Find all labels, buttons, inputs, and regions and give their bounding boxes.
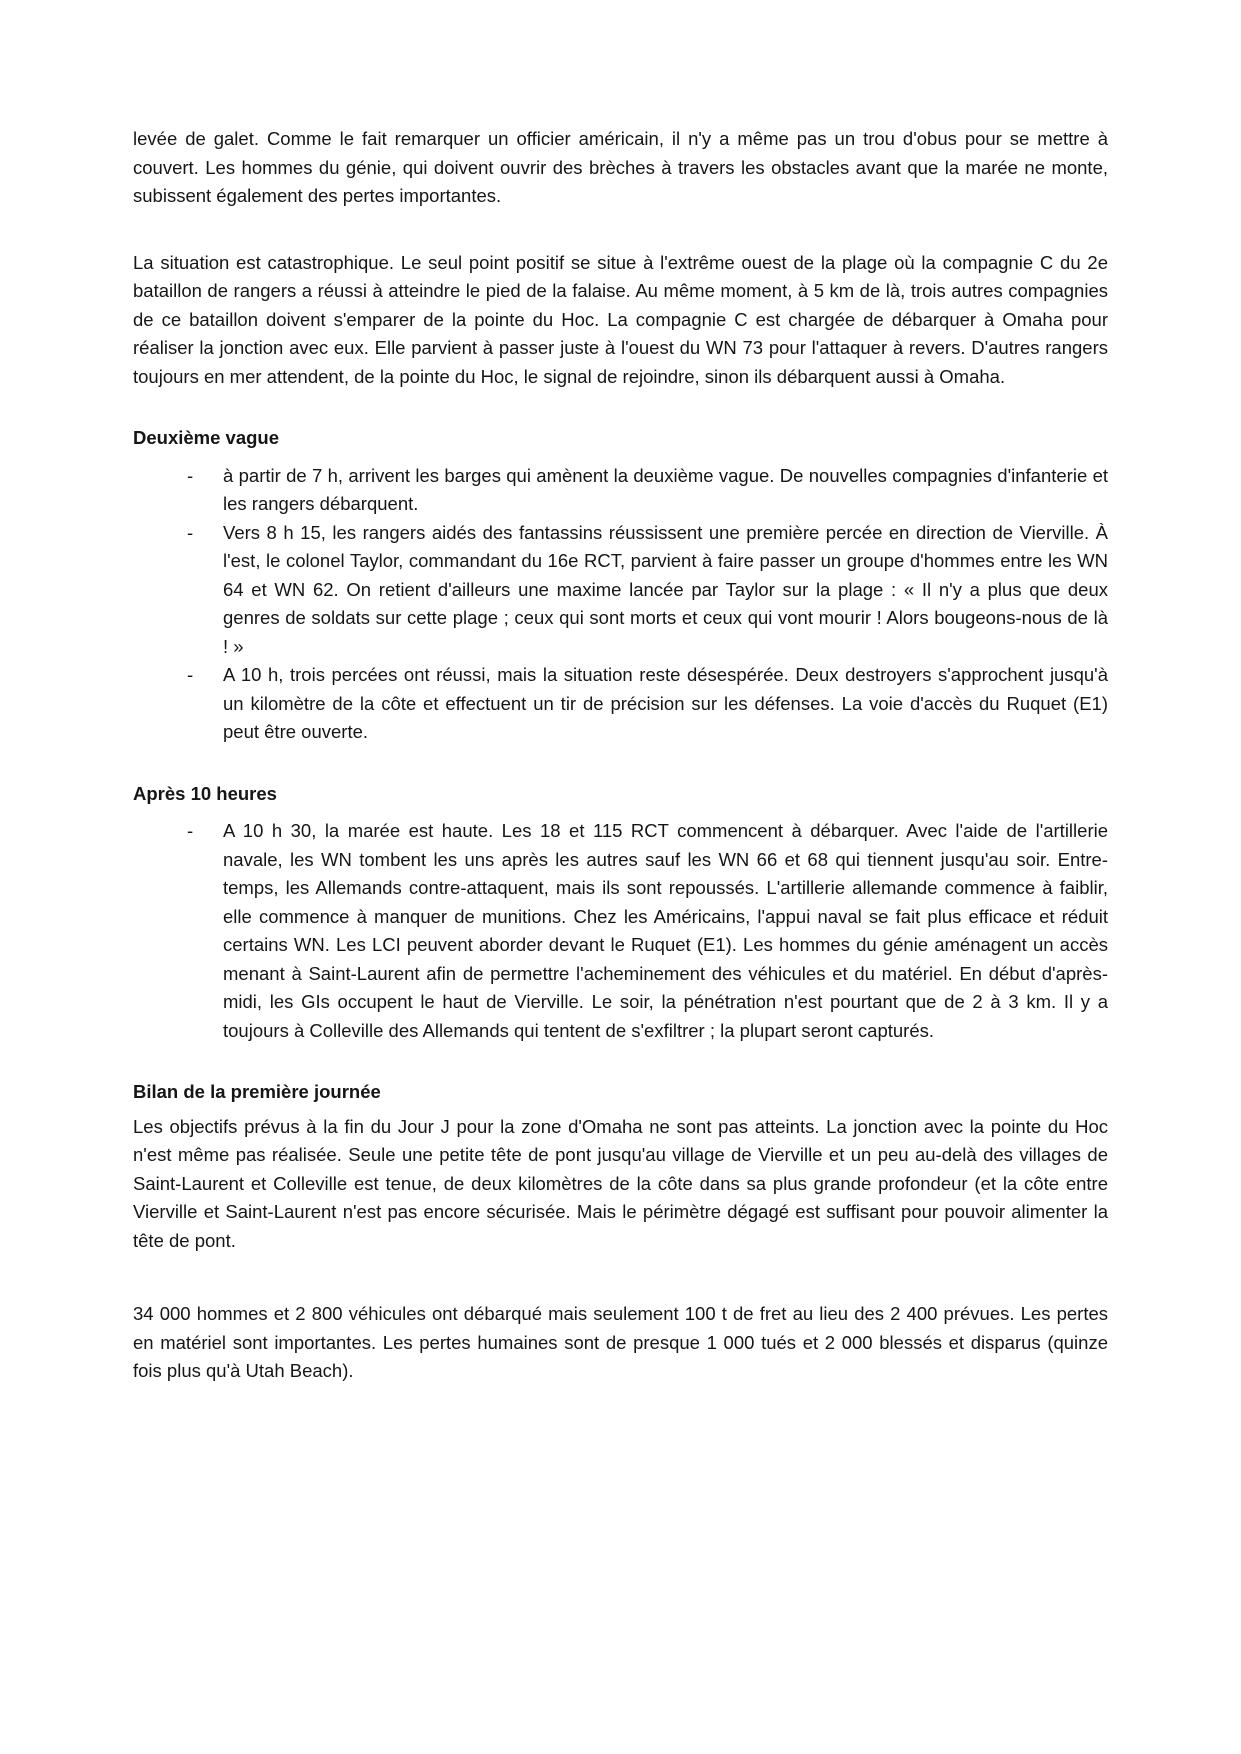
list-item [133,661,1108,747]
paragraph-intro-2: La situation est catastrophique. Le seul point positif se situe à l'extrême ouest de la plage où la compagnie C du 2e bataillon de rangers a réussi à atteindre le pied de la falaise. Au même moment, à 5 km de là, trois autres compagnies de ce bataillon doivent s'emparer de la pointe du Hoc. La compagnie C est chargée de débarquer à Omaha pour réaliser la jonction avec eux. Elle parvient à passer juste à l'ouest du WN 73 pour l'attaquer à revers. D'autres rangers toujours en mer attendent, de la pointe du Hoc, le signal de rejoindre, sinon ils débarquent aussi à Omaha. [133,251,1108,387]
list-item [133,519,1108,662]
bullet-text: Vers 8 h 15, les rangers aidés des fantassins réussissent une première percée en direction de Vierville. À l'est, le colonel Taylor, commandant du 16e RCT, parvient à faire passer un groupe d'hommes entre les WN 64 et WN 62. On retient d'ailleurs une maxime lancée par Taylor sur la plage : « Il n'y a plus que deux genres de soldats sur cette plage ; ceux qui sont morts et ceux qui vont mourir ! Alors bougeons-nous de là ! » [223,521,1108,657]
section-heading-apres-10-heures: Après 10 heures [133,782,277,804]
paragraph-bilan-1: Les objectifs prévus à la fin du Jour J pour la zone d'Omaha ne sont pas atteints. La jonction avec la pointe du Hoc n'est même pas réalisée. Seule une petite tête de pont jusqu'au village de Vierville et un peu au-delà des villages de Saint-Laurent et Colleville est tenue, de deux kilomètres de la côte dans sa plus grande profondeur (et la côte entre Vierville et Saint-Laurent n'est pas encore sécurisée. Mais le périmètre dégagé est suffisant pour pouvoir alimenter la tête de pont. [133,1115,1108,1251]
bullet-dash: - [187,664,194,685]
bullet-dash: - [187,521,194,543]
bullet-list-deuxieme-vague [133,462,1108,747]
bullet-text: à partir de 7 h, arrivent les barges qui amènent la deuxième vague. De nouvelles compagnies d'infanterie et les rangers débarquent. [223,464,1108,514]
bullet-dash: - [187,820,194,841]
bullet-text: A 10 h, trois percées ont réussi, mais la situation reste désespérée. Deux destroyers s'approchent jusqu'à un kilomètre de la côte et effectuent un tir de précision sur les défenses. La voie d'accès du Ruquet (E1) peut être ouverte. [223,664,1108,742]
paragraph-bilan-2: 34 000 hommes et 2 800 véhicules ont débarqué mais seulement 100 t de fret au lieu des 2 400 prévues. Les pertes en matériel sont importantes. Les pertes humaines sont de presque 1 000 tués et 2 000 blessés et disparus (quinze fois plus qu'à Utah Beach). [133,1303,1108,1381]
list-item [133,462,1108,519]
bullet-list-apres-10-heures [133,817,1108,1045]
paragraph-intro-1: levée de galet. Comme le fait remarquer un officier américain, il n'y a même pas un trou d'obus pour se mettre à couvert. Les hommes du génie, qui doivent ouvrir des brèches à travers les obstacles avant que la marée ne monte, subissent également des pertes importantes. [133,128,1108,206]
list-item [133,817,1108,1045]
bullet-dash: - [187,464,194,486]
section-heading-bilan: Bilan de la première journée [133,1081,381,1102]
bullet-text: A 10 h 30, la marée est haute. Les 18 et 115 RCT commencent à débarquer. Avec l'aide de l'artillerie navale, les WN tombent les uns après les autres sauf les WN 66 et 68 qui tiennent jusqu'au soir. Entre-temps, les Allemands contre-attaquent, mais ils sont repoussés. L'artillerie allemande commence à faiblir, elle commence à manquer de munitions. Chez les Américains, l'appui naval se fait plus efficace et réduit certains WN. Les LCI peuvent aborder devant le Ruquet (E1). Les hommes du génie aménagent un accès menant à Saint-Laurent afin de permettre l'acheminement des véhicules et du matériel. En début d'après-midi, les GIs occupent le haut de Vierville. Le soir, la pénétration n'est pourtant que de 2 à 3 km. Il y a toujours à Colleville des Allemands qui tentent de s'exfiltrer ; la plupart seront capturés. [223,820,1108,1041]
section-heading-deuxieme-vague: Deuxième vague [133,427,280,448]
